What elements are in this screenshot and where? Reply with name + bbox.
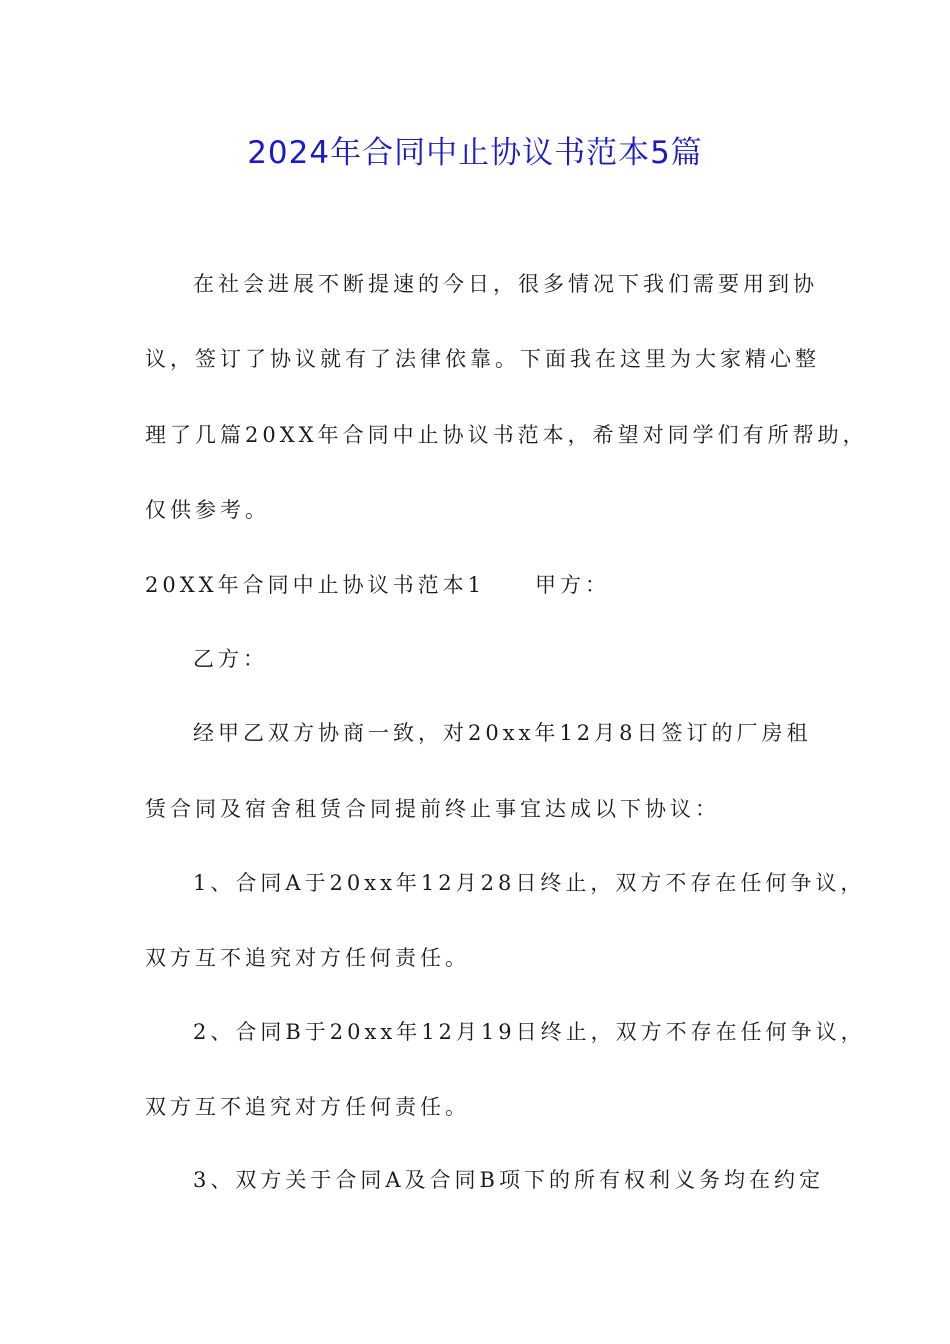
section-heading: 20XX年合同中止协议书范本1 — [145, 573, 485, 597]
body-line-6: 双方互不追究对方任何责任。 — [145, 1095, 470, 1119]
body-line-3: 1、合同A于20xx年12月28日终止，双方不存在任何争议， — [193, 871, 866, 895]
intro-line-4: 仅供参考。 — [145, 498, 270, 522]
body-line-5: 2、合同B于20xx年12月19日终止，双方不存在任何争议， — [193, 1020, 866, 1044]
body-line-2: 赁合同及宿舍租赁合同提前终止事宜达成以下协议： — [145, 797, 720, 821]
party-a-label: 甲方： — [534, 573, 610, 597]
section-heading-row — [145, 569, 610, 601]
body-line-1: 经甲乙双方协商一致，对20xx年12月8日签订的厂房租 — [193, 721, 812, 745]
intro-line-1: 在社会进展不断提速的今日，很多情况下我们需要用到协 — [193, 272, 818, 296]
document-title: 2024年合同中止协议书范本5篇 — [247, 135, 703, 171]
party-b-label: 乙方： — [193, 647, 268, 671]
intro-line-3: 理了几篇20XX年合同中止协议书范本，希望对同学们有所帮助， — [145, 423, 868, 447]
intro-line-2: 议，签订了协议就有了法律依靠。下面我在这里为大家精心整 — [145, 347, 820, 371]
body-line-4: 双方互不追究对方任何责任。 — [145, 946, 470, 970]
body-line-7: 3、双方关于合同A及合同B项下的所有权利义务均在约定 — [193, 1168, 824, 1192]
